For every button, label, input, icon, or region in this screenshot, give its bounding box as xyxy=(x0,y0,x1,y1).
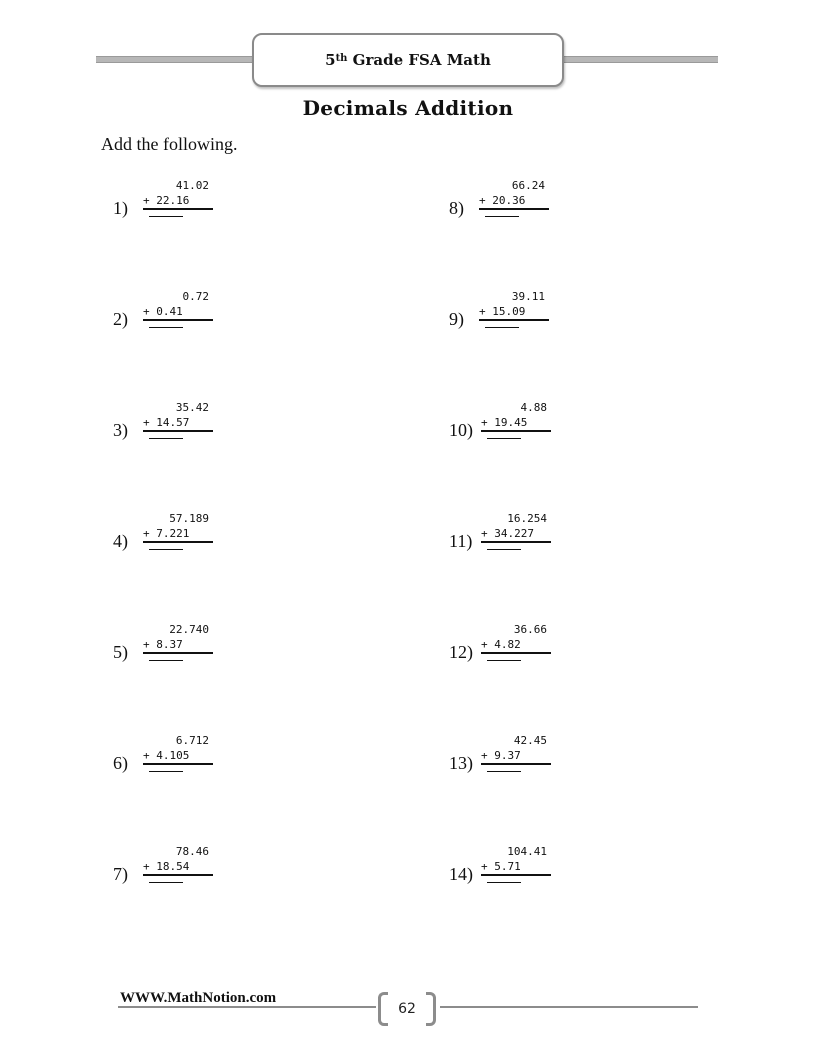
addend-top: 16.254 xyxy=(507,512,547,525)
addition-stack xyxy=(481,844,551,883)
answer-line xyxy=(487,438,521,439)
addend-top: 39.11 xyxy=(511,290,545,303)
problem-item xyxy=(449,844,609,904)
addition-stack xyxy=(143,844,213,883)
problem-number: 2) xyxy=(113,309,128,329)
problem-number: 9) xyxy=(449,309,464,329)
answer-line xyxy=(149,771,183,772)
addition-stack xyxy=(481,511,551,550)
problem-item xyxy=(113,289,273,349)
addition-stack xyxy=(143,733,213,772)
addend-bottom: + 0.41 xyxy=(143,304,213,321)
addend-bottom: + 14.57 xyxy=(143,415,213,432)
problem-item xyxy=(449,178,609,238)
problem-number: 14) xyxy=(449,864,473,884)
footer-rule-right xyxy=(440,1006,698,1008)
addend-top: 6.712 xyxy=(175,734,209,747)
problem-number: 4) xyxy=(113,531,128,551)
addition-stack xyxy=(479,289,549,328)
addend-top: 22.740 xyxy=(169,623,209,636)
header-grade-number: 5 xyxy=(325,51,336,69)
problem-item xyxy=(113,400,273,460)
problem-number: 6) xyxy=(113,753,128,773)
addend-top: 66.24 xyxy=(511,179,545,192)
problem-number: 10) xyxy=(449,420,473,440)
problem-number: 3) xyxy=(113,420,128,440)
footer-website: WWW.MathNotion.com xyxy=(120,990,277,1006)
answer-line xyxy=(149,660,183,661)
answer-line xyxy=(149,549,183,550)
addend-bottom: + 34.227 xyxy=(481,526,551,543)
addend-top: 4.88 xyxy=(520,401,547,414)
addition-stack xyxy=(143,622,213,661)
addend-top: 57.189 xyxy=(169,512,209,525)
addend-bottom: + 15.09 xyxy=(479,304,549,321)
problem-number: 11) xyxy=(449,531,473,551)
problem-number: 5) xyxy=(113,642,128,662)
problem-number: 13) xyxy=(449,753,473,773)
addition-stack xyxy=(481,622,551,661)
left-brace-icon xyxy=(378,992,388,1026)
addend-bottom: + 8.37 xyxy=(143,637,213,654)
problem-item xyxy=(449,733,609,793)
addend-bottom: + 9.37 xyxy=(481,748,551,765)
addition-stack xyxy=(479,178,549,217)
addition-stack xyxy=(143,511,213,550)
addend-top: 42.45 xyxy=(513,734,547,747)
problem-item xyxy=(449,511,609,571)
addend-top: 35.42 xyxy=(175,401,209,414)
answer-line xyxy=(487,771,521,772)
addend-bottom: + 4.105 xyxy=(143,748,213,765)
header-grade-suffix: th xyxy=(335,52,348,64)
problem-item xyxy=(113,622,273,682)
answer-line xyxy=(485,327,519,328)
problem-number: 1) xyxy=(113,198,128,218)
problem-number: 8) xyxy=(449,198,464,218)
addend-bottom: + 18.54 xyxy=(143,859,213,876)
addend-top: 36.66 xyxy=(513,623,547,636)
addend-bottom: + 4.82 xyxy=(481,637,551,654)
answer-line xyxy=(149,882,183,883)
problem-item xyxy=(113,178,273,238)
answer-line xyxy=(149,327,183,328)
page-title: Decimals Addition xyxy=(302,96,514,120)
addend-bottom: + 22.16 xyxy=(143,193,213,210)
header-rule-left xyxy=(96,56,254,63)
addend-top: 41.02 xyxy=(175,179,209,192)
answer-line xyxy=(485,216,519,217)
problem-number: 7) xyxy=(113,864,128,884)
problem-number: 12) xyxy=(449,642,473,662)
addend-top: 78.46 xyxy=(175,845,209,858)
instruction-text: Add the following. xyxy=(101,134,238,154)
problem-item xyxy=(113,844,273,904)
right-brace-icon xyxy=(426,992,436,1026)
answer-line xyxy=(149,216,183,217)
problem-item xyxy=(449,289,609,349)
answer-line xyxy=(487,549,521,550)
page-number: 62 xyxy=(398,1001,416,1017)
header-label: Grade FSA Math xyxy=(347,51,491,69)
problem-item xyxy=(113,733,273,793)
addition-stack xyxy=(481,733,551,772)
problem-item xyxy=(449,622,609,682)
footer-rule-left xyxy=(118,1006,376,1008)
addition-stack xyxy=(143,289,213,328)
answer-line xyxy=(487,882,521,883)
addend-bottom: + 19.45 xyxy=(481,415,551,432)
answer-line xyxy=(149,438,183,439)
addend-bottom: + 7.221 xyxy=(143,526,213,543)
page-number-box xyxy=(378,992,436,1026)
addition-stack xyxy=(143,400,213,439)
header-rule-right xyxy=(562,56,718,63)
problem-item xyxy=(113,511,273,571)
answer-line xyxy=(487,660,521,661)
addend-bottom: + 20.36 xyxy=(479,193,549,210)
addend-top: 104.41 xyxy=(507,845,547,858)
addition-stack xyxy=(143,178,213,217)
addend-top: 0.72 xyxy=(182,290,209,303)
addend-bottom: + 5.71 xyxy=(481,859,551,876)
addition-stack xyxy=(481,400,551,439)
header-banner xyxy=(252,33,564,87)
problem-item xyxy=(449,400,609,460)
